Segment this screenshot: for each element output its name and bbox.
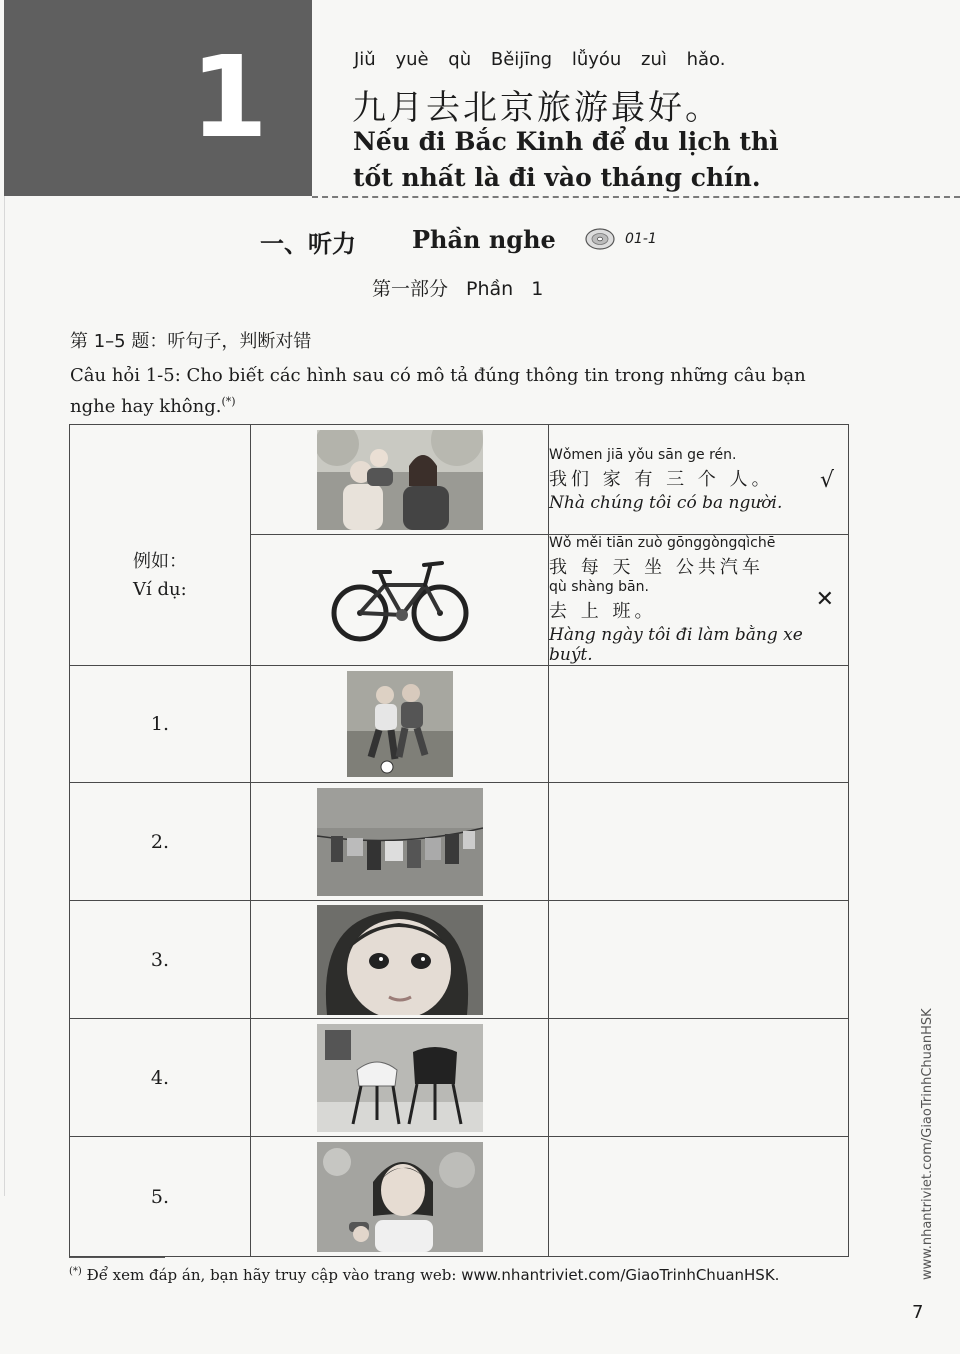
question-row [70,783,849,901]
footnote-mark: (*) [69,1266,82,1277]
footnote-reference: (*) [221,395,236,408]
clothesline-photo [317,788,483,896]
question-number: 1. [70,666,251,783]
example-2-chinese-line-1: 我 每 天 坐 公共汽车 [549,557,764,578]
bicycle-photo [330,555,470,645]
boys-playing-football-photo [347,671,453,777]
question-answer-cell [549,783,849,901]
question-answer-cell [549,1019,849,1137]
margin-line [4,196,5,1196]
page-number: 7 [912,1302,924,1323]
correct-mark: √ [819,468,834,493]
title-vietnamese: Nếu đi Bắc Kinh để du lịch thì tốt nhất là đi vào tháng chín. [353,127,779,192]
exercise-table [69,424,849,1257]
example-image-cell [251,535,549,666]
instruction-vietnamese [70,363,840,420]
section-title-chinese: 一、听力 [260,230,356,258]
header-divider [312,196,960,198]
instruction-chinese: 第 1–5 题：听句子，判断对错 [70,331,312,352]
example-2-pinyin-line-1: Wǒ měi tiān zuò gōnggòngqìchē [549,535,776,551]
example-label-chinese: 例如： [133,551,187,572]
question-number: 5. [70,1137,251,1257]
question-image-cell [251,1137,549,1257]
instruction-vietnamese-text: Câu hỏi 1-5: Cho biết các hình sau có mô tả đúng thông tin trong những câu bạn nghe hay không. [70,365,806,417]
side-url: www.nhantriviet.com/GiaoTrinhChuanHSK [920,1008,935,1280]
question-answer-cell [549,1137,849,1257]
question-image-cell [251,1019,549,1137]
footnote-text: Để xem đáp án, bạn hãy truy cập vào trang web: [81,1266,462,1284]
question-answer-cell [549,901,849,1019]
question-number: 3. [70,901,251,1019]
example-2-vietnamese: Hàng ngày tôi đi làm bằng xe buýt. [549,625,803,665]
footnote-link[interactable]: www.nhantriviet.com/GiaoTrinhChuanHSK. [461,1266,780,1284]
part-title: 第一部分 Phần 1 [372,278,544,300]
question-row [70,666,849,783]
title-pinyin: Jiǔ yuè qù Běijīng lǚyóu zuì hǎo. [354,49,726,70]
example-row [70,425,849,535]
question-image-cell [251,666,549,783]
question-number: 4. [70,1019,251,1137]
question-row [70,1019,849,1137]
title-chinese: 九月去北京旅游最好。 [352,88,722,128]
example-sentence-2 [549,535,849,666]
example-1-chinese: 我们 家 有 三 个 人。 [549,468,774,490]
question-answer-cell [549,666,849,783]
example-label-cell [70,425,251,666]
question-image-cell [251,901,549,1019]
question-row [70,1137,849,1257]
child-face-photo [317,905,483,1015]
example-label-vietnamese: Ví dụ: [133,579,187,600]
question-row [70,901,849,1019]
example-1-vietnamese: Nhà chúng tôi có ba người. [549,492,783,513]
two-chairs-photo [317,1024,483,1132]
wrong-mark: ✕ [815,587,834,612]
example-2-pinyin-line-2: qù shàng bān. [549,579,649,595]
question-number: 2. [70,783,251,901]
woman-exercising-photo [317,1142,483,1252]
audio-track-number: 01-1 [625,231,657,247]
example-image-cell [251,425,549,535]
cd-icon [585,227,615,251]
lesson-number-box [4,0,312,196]
example-sentence-1 [549,425,849,535]
family-photo [317,430,483,530]
footnote [69,1266,779,1284]
question-image-cell [251,783,549,901]
example-1-pinyin: Wǒmen jiā yǒu sān ge rén. [549,446,737,463]
section-title-vietnamese: Phần nghe [412,225,556,254]
example-2-chinese-line-2: 去 上 班。 [549,601,657,622]
footnote-divider [69,1257,165,1258]
lesson-number: 1 [190,33,268,163]
